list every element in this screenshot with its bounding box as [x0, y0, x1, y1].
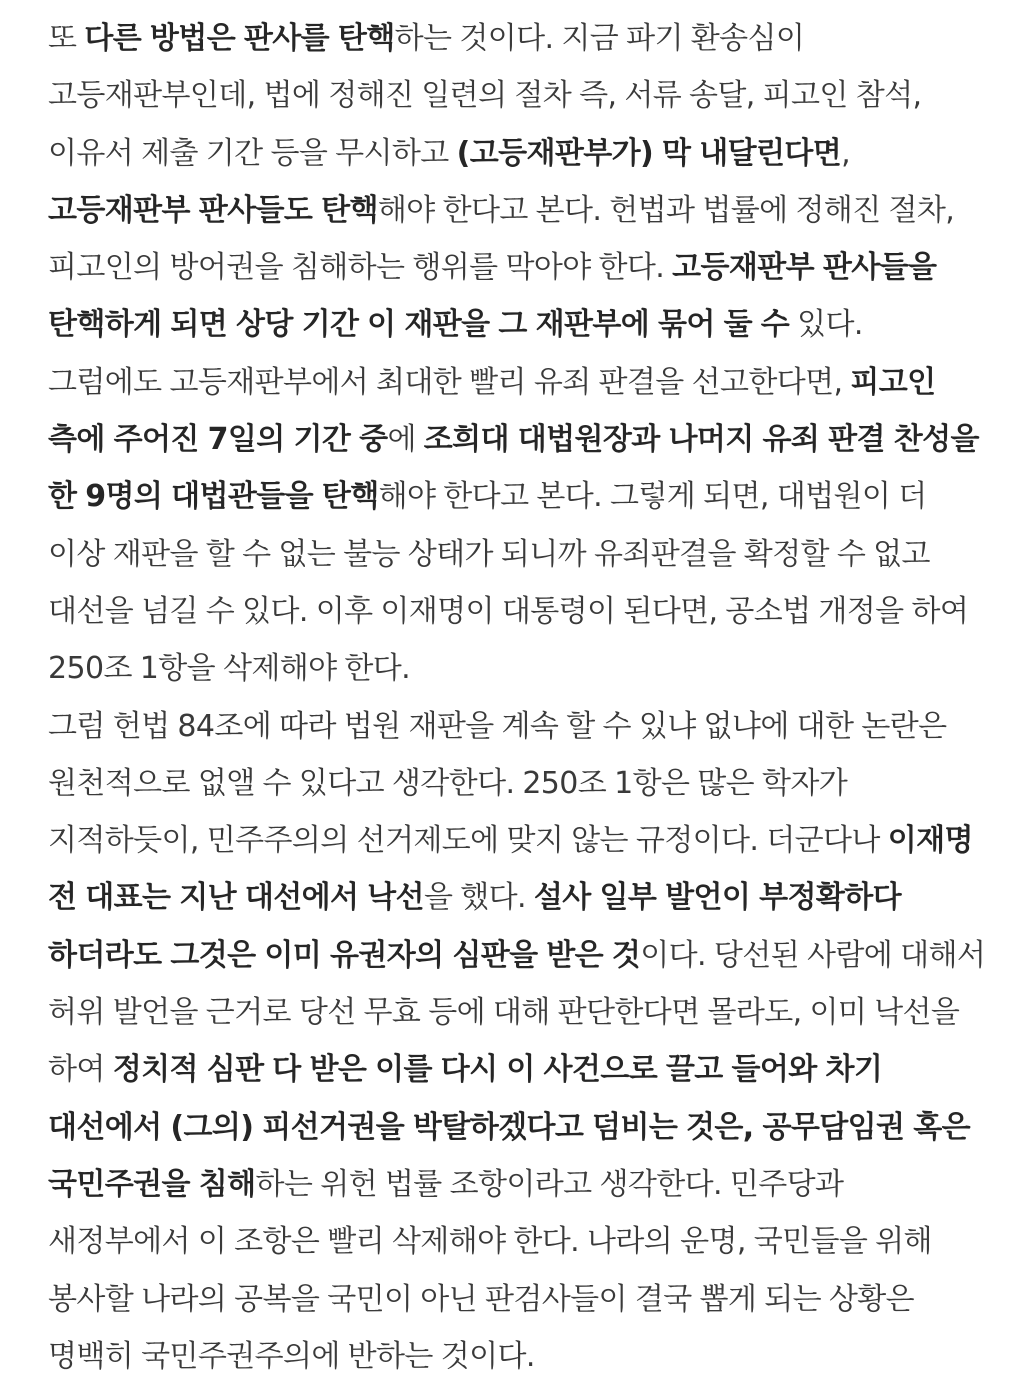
- text-run: 해야 한다고 본다. 그렇게 되면, 대법원이 더 이상 재판을 할 수 없는 불능 상태가 되니까 유죄판결을 확정할 수 없고 대선을 넘길 수 있다. 이후 이재명이 대통령이 된다면, 공소법 개정을 하여 250조 1항을 삭제해야 한다.: [48, 479, 969, 687]
- text-run: 그럼 헌법 84조에 따라 법원 재판을 계속 할 수 있냐 없냐에 대한 논란은 원천적으로 없앨 수 있다고 생각한다. 250조 1항은 많은 학자가 지적하듯이, 민주주의의 선거제도에 맞지 않는 규정이다. 더군다나: [48, 708, 947, 859]
- text-run: 해야 한다고 본다. 헌법과 법률에 정해진 절차, 피고인의 방어권을 침해하는 행위를 막아야 한다.: [48, 192, 955, 286]
- article-body: [48, 10, 988, 1385]
- bold-text-run: 다른 방법은 판사를 탄핵: [84, 21, 395, 56]
- text-run: 그럼에도 고등재판부에서 최대한 빨리 유죄 판결을 선고한다면,: [48, 364, 851, 400]
- paragraph: [48, 354, 988, 698]
- bold-text-run: 이재명 전 대표는 지난 대선에서 낙선: [48, 823, 973, 916]
- bold-text-run: 고등재판부 판사들을 탄핵하게 되면 상당 기간 이 재판을 그 재판부에 묶어 둘 수: [48, 250, 937, 343]
- bold-text-run: 정치적 심판 다 받은 이를 다시 이 사건으로 끌고 들어와 차기 대선에서 (그의) 피선거권을 박탈하겠다고 덤비는 것은, 공무담임권 혹은 국민주권을 침해: [48, 1052, 970, 1202]
- text-run: 있다.: [789, 307, 863, 343]
- text-run: ,: [841, 135, 851, 171]
- bold-text-run: 피고인 측에 주어진 7일의 기간 중: [48, 364, 936, 458]
- paragraph: [48, 10, 988, 354]
- bold-text-run: 조희대 대법원장과 나머지 유죄 판결 찬성을 한 9명의 대법관들을 탄핵: [48, 422, 979, 515]
- text-run: 또: [48, 21, 85, 56]
- text-run: 이다. 당선된 사람에 대해서 허위 발언을 근거로 당선 무효 등에 대해 판단한다면 몰라도, 이미 낙선을 하여: [48, 937, 986, 1088]
- bold-text-run: 고등재판부 판사들도 탄핵: [48, 192, 378, 228]
- text-run: 을 했다.: [423, 880, 534, 916]
- bold-text-run: (고등재판부가) 막 내달린다면: [456, 135, 842, 171]
- bold-text-run: 설사 일부 발언이 부정확하다 하더라도 그것은 이미 유권자의 심판을 받은 것: [48, 880, 901, 973]
- paragraph: [48, 698, 988, 1385]
- text-run: 에: [387, 422, 424, 458]
- text-run: 하는 것이다. 지금 파기 환송심이 고등재판부인데, 법에 정해진 일련의 절차 즉, 서류 송달, 피고인 참석, 이유서 제출 기간 등을 무시하고: [48, 21, 922, 171]
- text-run: 하는 위헌 법률 조항이라고 생각한다. 민주당과 새정부에서 이 조항은 빨리 삭제해야 한다. 나라의 운명, 국민들을 위해 봉사할 나라의 공복을 국민이 아닌 판검사들이 결국 뽑게 되는 상황은 명백히 국민주권주의에 반하는 것이다.: [48, 1166, 932, 1374]
